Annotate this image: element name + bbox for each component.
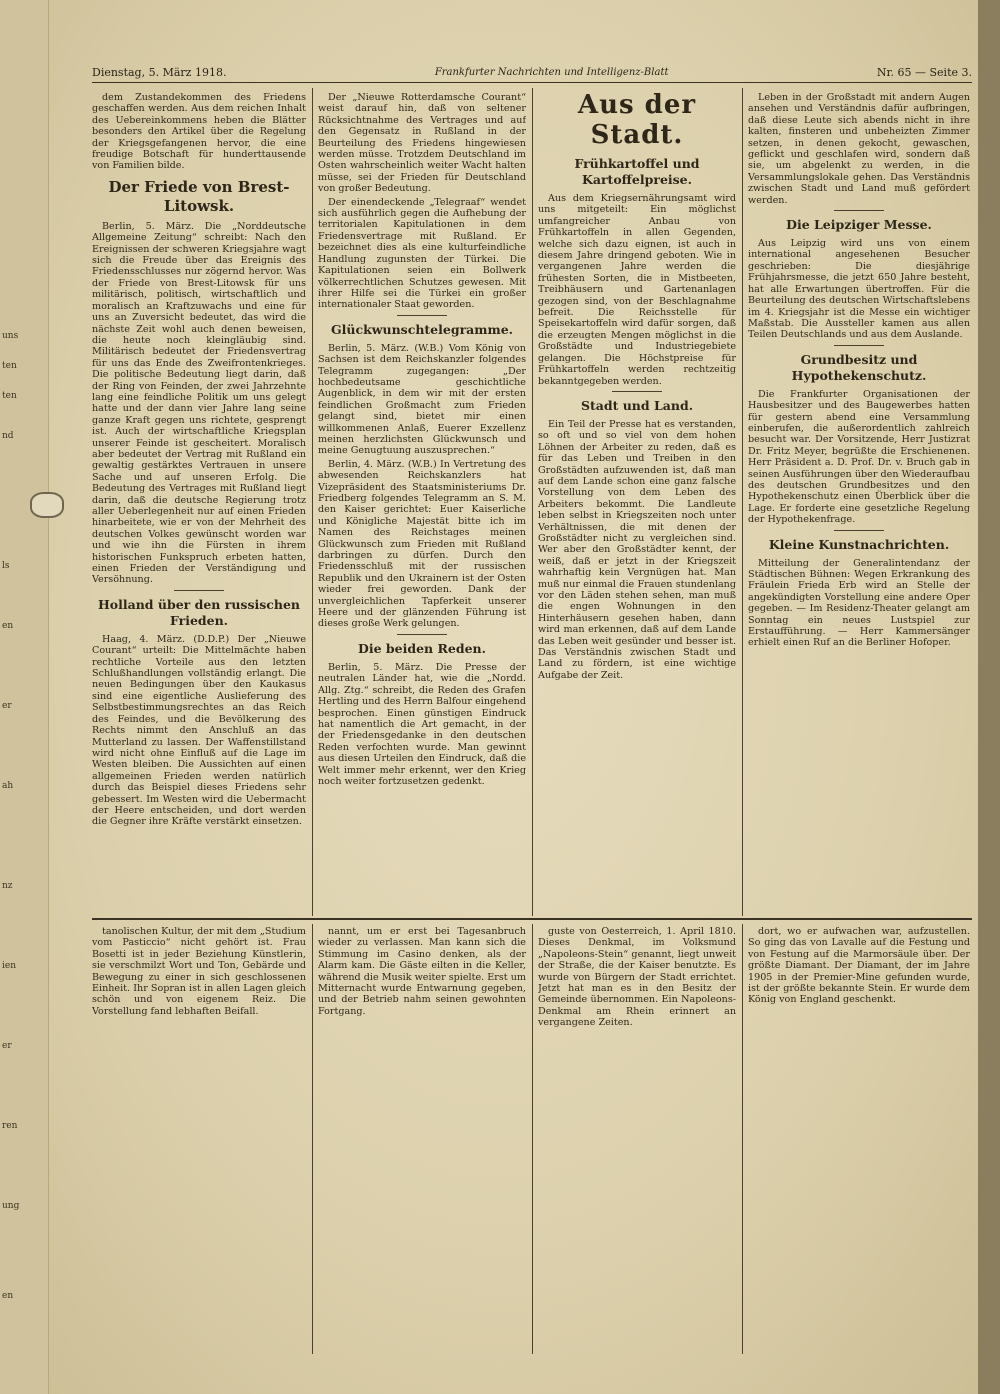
headline-glueckwunsch: Glückwunschtelegramme. [330, 321, 514, 337]
header-date: Dienstag, 5. März 1918. [92, 65, 227, 79]
column-4 [748, 92, 970, 914]
feuilleton-column-2 [318, 926, 526, 1354]
column-3 [538, 88, 736, 914]
edge-snippet: ten [2, 391, 17, 401]
article-text: Der „Nieuwe Rotterdamsche Courant“ weist darauf hin, daß von seltener Rücksichtnahme des Vertrages und auf den Gegensatz in Rußland in der Beurteilung des Friedens hingewiesen werden müsse. Trotzdem Deutschland im Osten wahrscheinlich weiter Wacht halten müsse, sei der Frieden für Deutschland von großer Bedeutung. [318, 92, 526, 195]
page-header [92, 62, 972, 83]
column-rule [312, 88, 313, 916]
article-text: Aus Leipzig wird uns von einem international angesehenen Besucher geschrieben: Die diesjährige Frühjahrsmesse, die jetzt 650 Jahre besteht, hat alle Erwartungen übertroffen. Für die Beurteilung des deutschen Wirtschaftslebens im 4. Kriegsjahr ist die Messe ein wichtiger Maßstab. Die Aussteller kamen aus allen Teilen Deutschlands und aus dem Auslande. [748, 238, 970, 341]
article-text: tanolischen Kultur, der mit dem „Studium vom Pasticcio“ nicht gehört ist. Frau Bosetti ist in jeder Beziehung Künstlerin, sie verschmilzt Wort und Ton, Gebärde und Bewegung zu einer in sich geschlossenen Einheit. Ihr Sopran ist in allen Lagen gleich schön und von eigenem Reiz. Die Vorstellung fand lebhaften Beifall. [92, 926, 306, 1017]
edge-snippet: nz [2, 881, 13, 891]
headline-kunstnachrichten: Kleine Kunstnachrichten. [768, 536, 950, 552]
headline-reden: Die beiden Reden. [358, 640, 486, 656]
article-text: dem Zustandekommen des Friedens geschaffen werden. Aus dem reichen Inhalt des Uebereinkommens heben die Blätter besonders den Artikel über die Regelung der Kriegsgefangenen hervor, die eine freudige Botschaft für hunderttausende von Familien bilde. [92, 92, 306, 172]
edge-snippet: en [2, 1291, 14, 1301]
column-rule [742, 88, 743, 916]
edge-snippet: ten [2, 361, 17, 371]
article-text: Haag, 4. März. (D.D.P.) Der „Nieuwe Courant“ urteilt: Die Mittelmächte haben rechtliche Vorteile aus den letzten Schlußhandlungen vollständig erlangt. Die neuen Bedingungen über den Kaukasus sind eine eigentliche Auslieferung des Selbstbestimmungsrechtes an das Reich des Feindes, und die Bevölkerung des Rechts nimmt den Anschluß an das Mutterland zu lassen. Der Waffenstillstand wird nicht ohne Einfluß auf die Lage im Westen bleiben. Die Aussichten auf einen allgemeinen Frieden werden natürlich durch das Beispiel dieses Friedens sehr gebessert. Im Westen wird die Uebermacht der Heere entscheiden, und dort werden die Gegner ihre Kräfte verstärkt einsetzen. [92, 633, 306, 828]
column-rule [532, 924, 533, 1354]
headline-fruehkartoffel: Frühkartoffel und Kartoffelpreise. [574, 156, 700, 187]
article-text: Berlin, 4. März. (W.B.) In Vertretung des abwesenden Reichskanzlers hat Vizepräsident des Staatsministeriums Dr. Friedberg folgendes Telegramm an S. M. den Kaiser gerichtet: Euer Kaiserliche und Königliche Majestät bitte ich im Namen des Reichstages meinen Glückwunsch zum Frieden mit Rußland darbringen zu dürfen. Durch den Friedensschluß mit der russischen Republik und den Ukrainern ist der Osten wieder frei geworden. Dank der unvergleichlichen Tapferkeit unserer Heere und der glänzenden Führung ist dieses große Werk gelungen. [318, 458, 526, 630]
article-text: Die Frankfurter Organisationen der Hausbesitzer und des Baugewerbes hatten für gestern abend eine Versammlung einberufen, die außerordentlich zahlreich besucht war. Der Vorsitzende, Herr Justizrat Dr. Fritz Meyer, begrüßte die Erschienenen. Herr Präsident a. D. Prof. Dr. v. Bruch gab in seinen Ausführungen über den Wiederaufbau des deutschen Grundbesitzes und den Hypothekenschutz einen Überblick über die Lage. Er forderte eine gesetzliche Regelung der Hypothekenfrage. [748, 388, 970, 526]
article-text: Ein Teil der Presse hat es verstanden, so oft und so viel von dem hohen Löhnen der Arbeiter zu reden, daß es für das Leben und Treiben in den Großstädten aufzuwenden ist, daß man auf dem Lande schon eine ganz falsche Vorstellung von dem Leben des Arbeiters bekommt. Die Landleute leben selbst in Kriegszeiten noch unter Verhältnissen, die mit denen der Großstädter nicht zu vergleichen sind. Wer aber den Großstädter kennt, der weiß, daß er jetzt in der Kriegszeit wahrhaftig kein Vergnügen hat. Man muß nur einmal die Frauen stundenlang vor den Läden stehen sehen, man muß die engen Wohnungen in den Hinterhäusern gesehen haben, dann wird man erkennen, daß auf dem Lande das Leben weit gesünder und besser ist. Das Verständnis zwischen Stadt und Land zu fördern, ist eine wichtige Aufgabe der Zeit. [538, 418, 736, 681]
article-text: Berlin, 5. März. Die „Norddeutsche Allgemeine Zeitung“ schreibt: Nach den Ereignissen der schweren Kriegsjahre wagt sich die Freude über das Ereignis des Friedensschlusses nur zögernd hervor. Was der Friede von Brest-Litowsk für uns militärisch, politisch, wirtschaftlich und moralisch an Kraftzuwachs und eine für uns an Zuversicht bedeutet, das wird die nächste Zeit wohl auch denen beweisen, die heute noch kleingläubig sind. Militärisch bedeutet der Friedensvertrag für uns das Ende des Zweifrontenkrieges. Die politische Bedeutung liegt darin, daß der Ring von Feinden, der zwei Jahrzehnte lang eine feindliche Politik um uns gelegt hatte und der dann vier Jahre lang seine ganze Kraft gegen uns richtete, gesprengt ist. Auch der wirtschaftliche Kriegsplan unserer Feinde ist gescheitert. Moralisch aber bedeutet der Vertrag mit Rußland ein gewaltig gestärktes Vertrauen in unsere Sache und auf unseren Erfolg. Die Bedeutung des Vertrages mit Rußland liegt darin, daß die deutsche Regierung trotz aller Ueberlegenheit nur auf einen Frieden hinarbeitete, wie er von der Mehrheit des deutschen Volkes gewünscht worden war und wie ihn die Fürsten in ihrem historischen Funkspruch erbeten hatten, einen Frieden der Verständigung und Versöhnung. [92, 220, 306, 586]
article-text: guste von Oesterreich, 1. April 1810. Dieses Denkmal, im Volksmund „Napoleons-Stein“ genannt, liegt unweit der Straße, die der Kaiser benutzte. Es wurde von Bürgern der Stadt errichtet. Jetzt hat man es in den Besitz der Gemeinde übernommen. Ein Napoleons-Denkmal am Rhein erinnert an vergangene Zeiten. [538, 926, 736, 1029]
edge-snippet: ien [2, 961, 17, 971]
article-text: nannt, um er erst bei Tagesanbruch wieder zu verlassen. Man kann sich die Stimmung im Casino denken, als der Alarm kam. Die Gäste eilten in die Keller, während die Musik weiter spielte. Erst um Mitternacht wurde Entwarnung gegeben, und der Betrieb nahm seinen gewohnten Fortgang. [318, 926, 526, 1017]
divider [397, 634, 447, 635]
column-1 [92, 92, 306, 914]
edge-snippet: ren [2, 1121, 18, 1131]
divider [397, 315, 447, 316]
edge-snippet: er [2, 701, 12, 711]
column-rule [312, 924, 313, 1354]
headline-holland: Holland über den russischen Frieden. [97, 596, 301, 628]
left-margin-strip [0, 0, 49, 1394]
header-issue-page: Nr. 65 — Seite 3. [876, 65, 972, 79]
binding-hole [30, 492, 64, 518]
article-text: dort, wo er aufwachen war, aufzustellen. So ging das von Lavalle auf die Festung und von Festung auf die Marmorsäule über. Der größte Diamant. Der Diamant, der im Jahre 1905 in der Premier-Mine gefunden wurde, ist der größte bekannte Stein. Er wurde dem König von England geschenkt. [748, 926, 970, 1006]
divider [834, 345, 884, 346]
edge-snippet: er [2, 1041, 12, 1051]
edge-snippet: uns [2, 331, 19, 341]
column-rule [742, 924, 743, 1354]
edge-snippet: ah [2, 781, 14, 791]
article-text: Berlin, 5. März. Die Presse der neutralen Länder hat, wie die „Nordd. Allg. Ztg.“ schreibt, die Reden des Grafen Hertling und des Herrn Balfour eingehend besprochen. Einen günstigen Eindruck hat namentlich die Art gemacht, in der der Friedensgedanke in den deutschen Reden verfochten wurde. Man gewinnt aus diesen Urteilen den Eindruck, daß die Welt immer mehr erkennt, wer den Krieg noch weiter fortzusetzen gedenkt. [318, 661, 526, 787]
headline-leipziger-messe: Die Leipziger Messe. [786, 217, 932, 233]
feuilleton-column-1 [92, 926, 306, 1354]
feuilleton-rule [92, 918, 972, 920]
edge-snippet: nd [2, 431, 14, 441]
column-2 [318, 92, 526, 914]
article-text: Der einendeckende „Telegraaf“ wendet sich ausführlich gegen die Aufhebung der territorialen Kapitulationen in dem Friedensvertrage mit Rußland. Er bezeichnet dies als eine kulturfeindliche Handlung zugunsten der Türkei. Die Kapitulationen seien ein Bollwerk völkerrechtlichen Schutzes gewesen. Mit ihrer Hilfe sei die Türkei ein großer internationaler Staat geworden. [318, 196, 526, 311]
headline-stadt-und-land: Stadt und Land. [580, 397, 694, 413]
feuilleton-column-3 [538, 926, 736, 1354]
column-rule [532, 88, 533, 916]
divider [174, 590, 224, 591]
divider [612, 391, 662, 392]
right-binding-strip [978, 0, 1000, 1394]
article-text: Leben in der Großstadt mit andern Augen ansehen und Verständnis dafür aufbringen, daß diese Leute sich abends nicht in ihre kalten, finsteren und unbeheizten Zimmer setzen, in denen gekocht, gewaschen, geflickt und geschlafen wird, sondern daß sie, um abgelenkt zu werden, in die Versammlungslokale gehen. Das Verständnis zwischen Stadt und Land muß gefördert werden. [748, 92, 970, 206]
divider [834, 530, 884, 531]
edge-snippet: en [2, 621, 14, 631]
divider [834, 210, 884, 211]
article-text: Aus dem Kriegsernährungsamt wird uns mitgeteilt: Ein möglichst umfangreicher Anbau von Frühkartoffeln in allen Gegenden, welche sich dazu eignen, ist auch in diesem Jahre dringend geboten. Wie in vergangenen Jahre werden die frühesten Sorten, die in Mistbeeten, Treibhäusern und Gartenanlagen gezogen sind, von der Beschlagnahme befreit. Die Reichsstelle für Speisekartoffeln wird dafür sorgen, daß die erzeugten Mengen möglichst in die Großstädte und Industriegebiete gelangen. Die Höchstpreise für Frühkartoffeln werden rechtzeitig bekanntgegeben werden. [538, 193, 736, 387]
article-text: Berlin, 5. März. (W.B.) Vom König von Sachsen ist dem Reichskanzler folgendes Telegramm zugegangen: „Der hochbedeutsame geschichtliche Augenblick, in dem wir mit der ersten feindlichen Großmacht zum Frieden gelangt sind, bietet mir einen willkommenen Anlaß, Euerer Exzellenz meinen herzlichsten Glückwunsch und meine Genugtuung auszusprechen.“ [318, 342, 526, 457]
article-text: Mitteilung der Generalintendanz der Städtischen Bühnen: Wegen Erkrankung des Fräulein Frieda Erb wird an Stelle der angekündigten Vorstellung eine andere Oper gegeben. — Im Residenz-Theater gelangt am Sonntag ein neues Lustspiel zur Erstaufführung. — Herr Kammersänger erhielt einen Ruf an die Berliner Hofoper. [748, 557, 970, 649]
feuilleton-column-4 [748, 926, 970, 1354]
headline-brest-litowsk: Der Friede von Brest-Litowsk. [108, 177, 290, 215]
headline-aus-der-stadt: Aus der Stadt. [577, 90, 697, 150]
edge-snippet: ung [2, 1201, 20, 1211]
headline-grundbesitz: Grundbesitz und Hypothekenschutz. [791, 351, 927, 383]
edge-snippet: ls [2, 561, 10, 571]
header-paper-name: Frankfurter Nachrichten und Intelligenz-Blatt [434, 66, 669, 78]
